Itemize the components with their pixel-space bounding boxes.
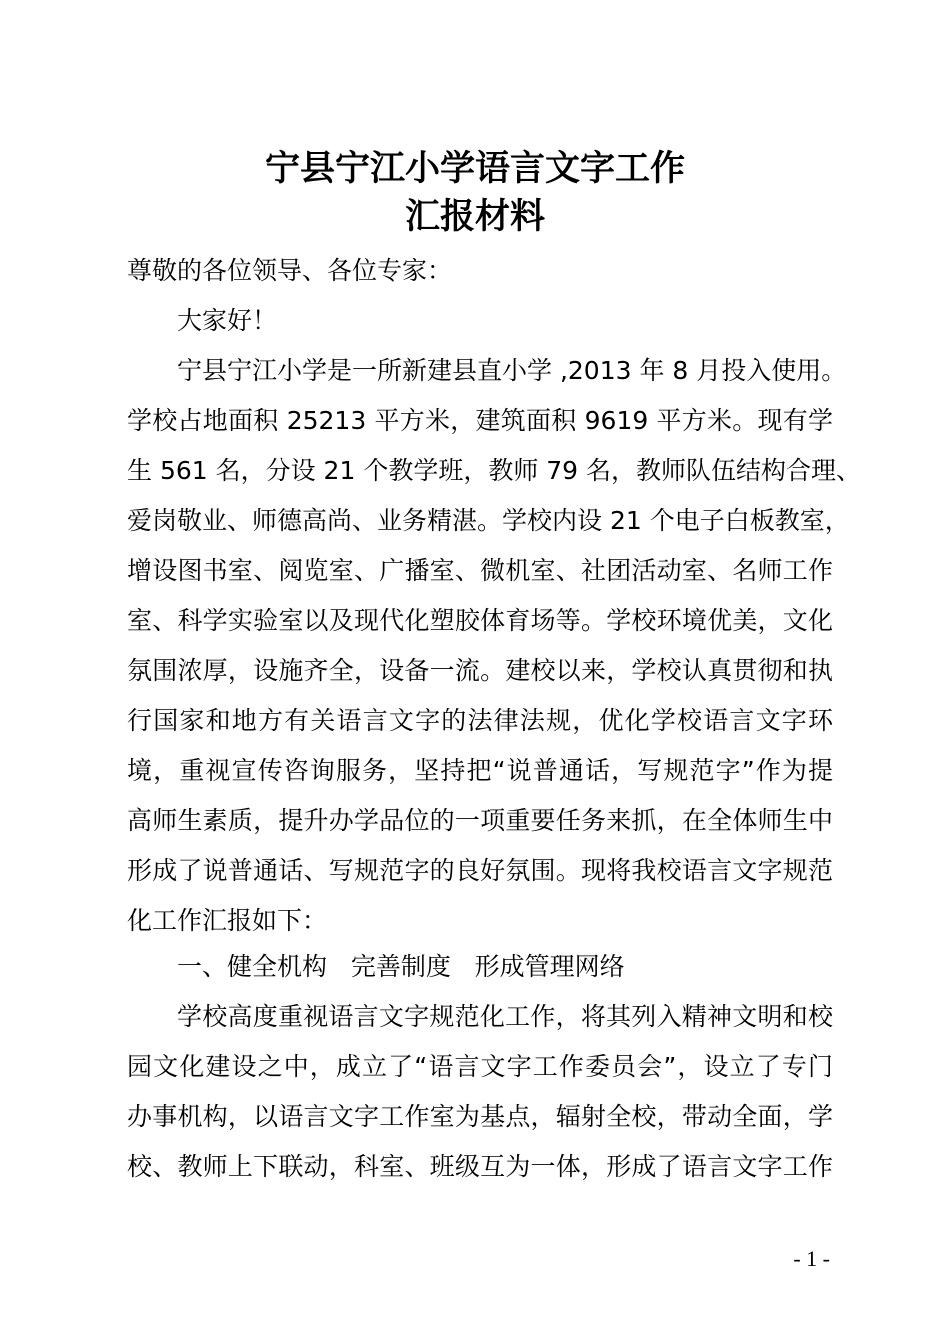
salutation: 尊敬的各位领导、各位专家： bbox=[127, 256, 453, 285]
paragraph-line: 化工作汇报如下： bbox=[127, 906, 328, 935]
paragraph-line: 校、教师上下联动，科室、班级互为一体，形成了语言文字工作 bbox=[127, 1152, 833, 1181]
document-title-line-2: 汇报材料 bbox=[404, 197, 545, 237]
paragraph-line: 氛围浓厚，设施齐全，设备一流。建校以来，学校认真贯彻和执 bbox=[127, 656, 833, 685]
paragraph-line: 增设图书室、阅览室、广播室、微机室、社团活动室、名师工作 bbox=[127, 556, 833, 585]
paragraph-line: 园文化建设之中，成立了“语言文字工作委员会”，设立了专门 bbox=[127, 1052, 833, 1081]
section-heading-1: 一、健全机构 完善制度 形成管理网络 bbox=[177, 952, 625, 981]
paragraph-line: 宁县宁江小学是一所新建县直小学 ,2013 年 8 月投入使用。 bbox=[177, 356, 847, 385]
document-title-line-1: 宁县宁江小学语言文字工作 bbox=[264, 149, 685, 189]
paragraph-line: 学校占地面积 25213 平方米，建筑面积 9619 平方米。现有学 bbox=[127, 406, 833, 435]
greeting: 大家好！ bbox=[177, 306, 278, 335]
paragraph-introduction bbox=[127, 346, 862, 946]
paragraph-line: 室、科学实验室以及现代化塑胶体育场等。学校环境优美，文化 bbox=[127, 606, 833, 635]
paragraph-line: 办事机构，以语言文字工作室为基点，辐射全校，带动全面，学 bbox=[127, 1102, 833, 1131]
page-number: - 1 - bbox=[793, 1246, 830, 1271]
paragraph-line: 形成了说普通话、写规范字的良好氛围。现将我校语言文字规范 bbox=[127, 856, 833, 885]
paragraph-line: 高师生素质，提升办学品位的一项重要任务来抓，在全体师生中 bbox=[127, 806, 833, 835]
paragraph-section-1 bbox=[127, 992, 833, 1192]
paragraph-line: 学校高度重视语言文字规范化工作，将其列入精神文明和校 bbox=[177, 1002, 833, 1031]
paragraph-line: 行国家和地方有关语言文字的法律法规，优化学校语言文字环 bbox=[127, 706, 833, 735]
paragraph-line: 爱岗敬业、师德高尚、业务精湛。学校内设 21 个电子白板教室， bbox=[127, 506, 850, 535]
paragraph-line: 生 561 名，分设 21 个教学班，教师 79 名，教师队伍结构合理、 bbox=[127, 456, 862, 485]
paragraph-line: 境，重视宣传咨询服务，坚持把“说普通话，写规范字”作为提 bbox=[127, 756, 833, 785]
